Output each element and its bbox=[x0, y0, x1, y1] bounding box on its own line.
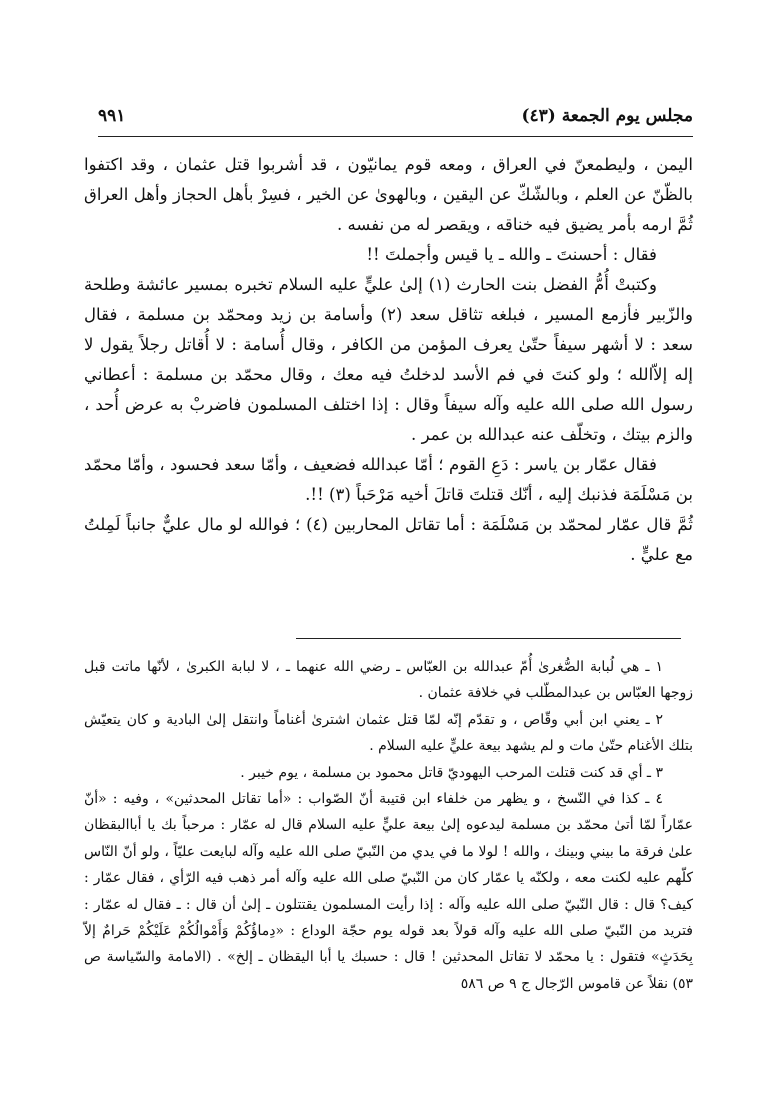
main-text bbox=[84, 150, 693, 570]
running-title: مجلس يوم الجمعة (٤٣) bbox=[521, 106, 693, 126]
paragraph: وكتبتْ أُمُّ الفضل بنت الحارث (١) إلىٰ عليٍّ عليه السلام تخبره بمسير عائشة وطلحة والزّبير فأزمع المسير ، فبلغه تثاقل سعد (٢) وأسامة بن زيد ومحمّد بن مسلمة ، فقال سعد : لا أشهر سيفاً حتّىٰ يعرف المؤمن من الكافر ، وقال أُسامة : لا أُقاتل رجلاً يقول لا إله إلاّالله ؛ ولو كنتَ في فم الأسد لدخلتُ فيه معك ، وقال محمّد بن مسلمة : أعطاني رسول الله صلى الله عليه وآله سيفاً وقال : إذا اختلف المسلمون فاضربْ به عرض أُحد ، والزم بيتك ، وتخلّف عنه عبدالله بن عمر . bbox=[84, 275, 693, 444]
footnotes bbox=[84, 654, 693, 997]
paragraph: اليمن ، وليطمعنّ في العراق ، ومعه قوم يمانيّون ، قد أشربوا قتل عثمان ، وقد اكتفوا بالظّنّ عن العلم ، وبالشّكّ عن اليقين ، وبالهوىٰ عن الخير ، فسِرْ بأهل الحجاز وأهل العراق ثُمَّ ارمه بأمر يضيق فيه خناقه ، ويقصر له من نفسه . bbox=[84, 155, 693, 234]
paragraph: ثُمَّ قال عمّار لمحمّد بن مَسْلَمَة : أما تقاتل المحاربين (٤) ؛ فوالله لو مال عليٌّ جانباً لَمِلتُ مع عليٍّ . bbox=[84, 515, 693, 564]
paragraph: فقال عمّار بن ياسر : دَعِ القوم ؛ أمّا عبدالله فضعيف ، وأمّا سعد فحسود ، وأمّا محمّد بن مَسْلَمَة فذنبك إليه ، أنّك قتلتَ قاتلَ أخيه مَرْحَباً (٣) !!. bbox=[84, 455, 693, 504]
page-header bbox=[98, 102, 693, 137]
footnote: ٣ ـ أي قد كنت قتلت المرحب اليهوديّ قاتل محمود بن مسلمة ، يوم خيبر . bbox=[240, 764, 663, 781]
footnote: ١ ـ هي لُبابة الصُّغرىٰ أُمّ عبدالله بن العبّاس ـ رضي الله عنهما ـ ، لا لبابة الكبرىٰ ، لأنّها ماتت قبل زوجها العبّاس بن عبدالمطّلب في خلافة عثمان . bbox=[84, 659, 693, 702]
page-number: ٩٩١ bbox=[98, 106, 126, 126]
paragraph: فقال : أحسنتَ ـ والله ـ يا قيس وأجملتَ !! bbox=[366, 245, 657, 264]
footnote: ٤ ـ كذا في النّسخ ، و يظهر من خلفاء ابن قتيبة أنّ الصّواب : «أما تقاتل المحدثين» ، وفيه : «أنّ عمّاراً لمّا أتىٰ محمّد بن مسلمة ليدعوه إلىٰ بيعة عليٍّ عليه السلام قال له عمّار : مرحباً بك يا أباالبقظان علىٰ فرقة ما بيني وبينك ، والله ! لولا ما في يدي من النّبيّ صلى الله عليه وآله لبايعت عليّاً ، ولو أنّ النّاس كلّهم عليه لكنت معه ، ولكنّه يا عمّار كان من النّبيّ صلى الله عليه وآله أمر ذهب فيه الرّأي ، فقال عمّار : كيف؟ قال : قال النّبيّ صلى الله عليه وآله : إذا رأيت المسلمون يقتتلون ـ إلىٰ أن قال : ـ فقال له عمّار : فتريد من النّبيّ صلى الله عليه وآله قولاً بعد قوله يوم حجّة الوداع : «دِماؤُكُمْ وَأَمْوالُكُمْ عَلَيْكُمْ حَرامٌ إلاّ بِحَدَثٍ» فتقول : يا محمّد لا تقاتل المحدثين ! قال : حسبك يا أبا اليقظان ـ إلخ» . (الامامة والسّياسة ص ٥٣) نقلاً عن قاموس الرّجال ج ٩ ص ٥٨٦ bbox=[84, 791, 693, 992]
footnote-divider bbox=[296, 638, 681, 639]
footnote: ٢ ـ يعني ابن أبي وقّاص ، و تقدّم إنّه لمّا قتل عثمان اشترىٰ أغناماً وانتقل إلىٰ البادية و كان يتعيّش بتلك الأغنام حتّىٰ مات و لم يشهد بيعة عليٍّ عليه السلام . bbox=[84, 711, 693, 755]
